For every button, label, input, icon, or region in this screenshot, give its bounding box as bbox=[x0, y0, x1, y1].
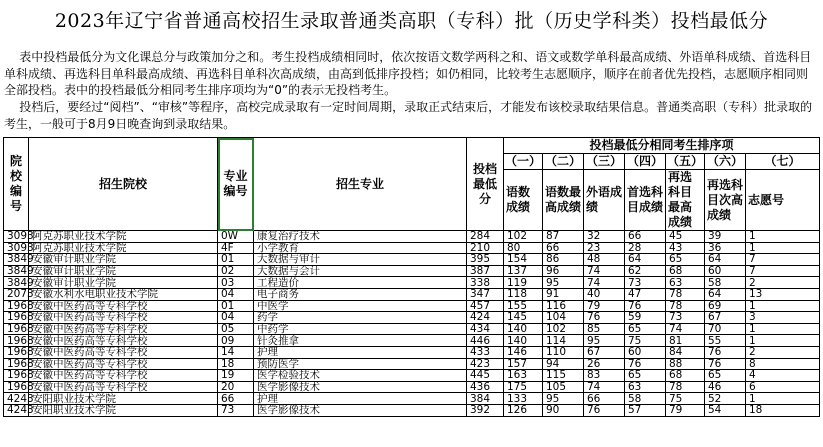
cell-rank-6[interactable]: 65 bbox=[705, 370, 746, 382]
col-major-name[interactable]: 招生专业 bbox=[254, 138, 467, 231]
cell-rank-1[interactable]: 140 bbox=[504, 323, 543, 335]
cell-rank-2[interactable]: 86 bbox=[543, 254, 584, 266]
cell-rank-4[interactable]: 65 bbox=[625, 323, 666, 335]
cell-major-name[interactable]: 针灸推拿 bbox=[254, 335, 467, 347]
cell-rank-7[interactable]: 1 bbox=[746, 393, 820, 405]
page-title: 2023年辽宁省普通高校招生录取普通类高职（专科）批（历史学科类）投档最低分 bbox=[54, 10, 769, 32]
cell-rank-1[interactable]: 145 bbox=[504, 312, 543, 324]
cell-major-name[interactable]: 护理 bbox=[254, 393, 467, 405]
cell-school-name[interactable]: 安徽中医药高等专科学校 bbox=[29, 312, 218, 324]
cell-rank-4[interactable]: 60 bbox=[625, 346, 666, 358]
cell-rank-2[interactable]: 87 bbox=[543, 231, 584, 243]
cell-major-code[interactable]: 73 bbox=[218, 404, 254, 416]
cell-rank-1[interactable]: 163 bbox=[504, 370, 543, 382]
cell-major-code[interactable]: 01 bbox=[218, 300, 254, 312]
cell-rank-2[interactable]: 110 bbox=[543, 346, 584, 358]
cell-rank-4[interactable]: 76 bbox=[625, 358, 666, 370]
cell-min-score[interactable]: 210 bbox=[467, 242, 504, 254]
cell-rank-3[interactable]: 74 bbox=[584, 265, 625, 277]
cell-rank-5[interactable]: 43 bbox=[666, 242, 705, 254]
cell-major-name[interactable]: 大数据与审计 bbox=[254, 254, 467, 266]
cell-rank-3[interactable]: 85 bbox=[584, 323, 625, 335]
cell-rank-5[interactable]: 81 bbox=[666, 335, 705, 347]
cell-rank-3[interactable]: 48 bbox=[584, 254, 625, 266]
col-sub-2[interactable]: 语数最高成绩 bbox=[543, 170, 584, 231]
cell-rank-5[interactable]: 84 bbox=[666, 346, 705, 358]
cell-min-score[interactable]: 395 bbox=[467, 254, 504, 266]
col-sub-5[interactable]: 再选科目最高成绩 bbox=[666, 170, 705, 231]
cell-rank-1[interactable]: 137 bbox=[504, 265, 543, 277]
cell-rank-3[interactable]: 76 bbox=[584, 312, 625, 324]
col-num-5[interactable]: （五） bbox=[666, 154, 703, 168]
cell-rank-5[interactable]: 78 bbox=[666, 381, 705, 393]
cell-major-code[interactable]: 04 bbox=[218, 288, 254, 300]
table-body bbox=[4, 231, 820, 417]
cell-school-name[interactable]: 安徽中医药高等专科学校 bbox=[29, 370, 218, 382]
table-row[interactable] bbox=[4, 393, 820, 405]
cell-min-score[interactable]: 392 bbox=[467, 404, 504, 416]
cell-rank-4[interactable]: 65 bbox=[625, 370, 666, 382]
cell-school-name[interactable]: 安徽中医药高等专科学校 bbox=[29, 358, 218, 370]
intro-paragraph-2: 投档后，要经过“阅档”、“审核”等程序，高校完成录取有一定时间周期，录取正式结束后，才能发布该校录取结果信息。普通类高职（专科）批录取的考生，一般可于8月9日晚查询到录取结果。 bbox=[4, 100, 813, 131]
table-row[interactable] bbox=[4, 381, 820, 393]
cell-rank-7[interactable]: 2 bbox=[746, 346, 820, 358]
cell-rank-2[interactable]: 95 bbox=[543, 277, 584, 289]
col-major-code[interactable]: 专业编号 bbox=[218, 138, 254, 231]
cell-min-score[interactable]: 433 bbox=[467, 346, 504, 358]
cell-school-name[interactable]: 安徽中医药高等专科学校 bbox=[29, 323, 218, 335]
table-row[interactable] bbox=[4, 370, 820, 382]
cell-rank-2[interactable]: 94 bbox=[543, 358, 584, 370]
cell-rank-3[interactable]: 83 bbox=[584, 370, 625, 382]
cell-rank-2[interactable]: 105 bbox=[543, 381, 584, 393]
cell-major-code[interactable]: 18 bbox=[218, 358, 254, 370]
cell-rank-4[interactable]: 75 bbox=[625, 335, 666, 347]
cell-rank-4[interactable]: 62 bbox=[625, 265, 666, 277]
cell-rank-4[interactable]: 63 bbox=[625, 381, 666, 393]
cell-rank-5[interactable]: 74 bbox=[666, 323, 705, 335]
table-row[interactable] bbox=[4, 300, 820, 312]
cell-rank-6[interactable]: 39 bbox=[705, 231, 746, 243]
score-table bbox=[3, 137, 820, 417]
cell-rank-3[interactable]: 79 bbox=[584, 300, 625, 312]
col-sub-3[interactable]: 外语成绩 bbox=[584, 170, 625, 231]
cell-rank-3[interactable]: 74 bbox=[584, 381, 625, 393]
cell-rank-2[interactable]: 66 bbox=[543, 242, 584, 254]
table-row[interactable] bbox=[4, 288, 820, 300]
cell-school-name[interactable]: 安徽审计职业学院 bbox=[29, 254, 218, 266]
cell-rank-4[interactable]: 73 bbox=[625, 277, 666, 289]
cell-rank-1[interactable]: 154 bbox=[504, 254, 543, 266]
cell-rank-4[interactable]: 47 bbox=[625, 288, 666, 300]
cell-school-code[interactable]: 4243 bbox=[4, 393, 29, 405]
cell-rank-4[interactable]: 28 bbox=[625, 242, 666, 254]
table-row[interactable] bbox=[4, 404, 820, 416]
table-row[interactable] bbox=[4, 254, 820, 266]
cell-rank-6[interactable]: 64 bbox=[705, 288, 746, 300]
cell-rank-5[interactable]: 63 bbox=[666, 277, 705, 289]
cell-school-code[interactable]: 2073 bbox=[4, 288, 29, 300]
cell-major-name[interactable]: 中药学 bbox=[254, 323, 467, 335]
cell-rank-5[interactable]: 75 bbox=[666, 393, 705, 405]
cell-rank-1[interactable]: 157 bbox=[504, 358, 543, 370]
cell-school-code[interactable]: 3849 bbox=[4, 265, 29, 277]
cell-rank-7[interactable]: 7 bbox=[746, 254, 820, 266]
cell-rank-1[interactable]: 118 bbox=[504, 288, 543, 300]
col-sub-7[interactable]: 志愿号 bbox=[746, 170, 820, 231]
cell-rank-6[interactable]: 76 bbox=[705, 358, 746, 370]
cell-school-name[interactable]: 安徽水利水电职业技术学院 bbox=[29, 288, 218, 300]
col-school-name[interactable]: 招生院校 bbox=[29, 138, 218, 231]
cell-school-code[interactable]: 3849 bbox=[4, 254, 29, 266]
cell-school-name[interactable]: 安徽中医药高等专科学校 bbox=[29, 346, 218, 358]
cell-major-name[interactable]: 大数据与会计 bbox=[254, 265, 467, 277]
cell-school-code[interactable]: 1968 bbox=[4, 323, 29, 335]
cell-rank-6[interactable]: 46 bbox=[705, 381, 746, 393]
cell-rank-5[interactable]: 78 bbox=[666, 300, 705, 312]
cell-rank-1[interactable]: 133 bbox=[504, 393, 543, 405]
cell-rank-6[interactable]: 52 bbox=[705, 393, 746, 405]
cell-rank-3[interactable]: 74 bbox=[584, 277, 625, 289]
cell-major-code[interactable]: 02 bbox=[218, 265, 254, 277]
cell-rank-5[interactable]: 79 bbox=[666, 404, 705, 416]
cell-min-score[interactable]: 457 bbox=[467, 300, 504, 312]
cell-major-code[interactable]: 09 bbox=[218, 335, 254, 347]
cell-rank-6[interactable]: 70 bbox=[705, 323, 746, 335]
cell-min-score[interactable]: 446 bbox=[467, 335, 504, 347]
table-row[interactable] bbox=[4, 277, 820, 289]
cell-rank-6[interactable]: 55 bbox=[705, 335, 746, 347]
cell-rank-4[interactable]: 59 bbox=[625, 312, 666, 324]
cell-major-name[interactable]: 预防医学 bbox=[254, 358, 467, 370]
cell-rank-2[interactable]: 91 bbox=[543, 288, 584, 300]
col-min-score[interactable]: 投档最低分 bbox=[467, 138, 504, 231]
cell-rank-6[interactable]: 69 bbox=[705, 300, 746, 312]
cell-school-code[interactable]: 1968 bbox=[4, 358, 29, 370]
cell-major-name[interactable]: 药学 bbox=[254, 312, 467, 324]
cell-rank-3[interactable]: 67 bbox=[584, 346, 625, 358]
col-num-6[interactable]: （六） bbox=[705, 154, 746, 170]
col-school-code[interactable]: 院校编号 bbox=[4, 138, 29, 231]
cell-rank-1[interactable]: 140 bbox=[504, 335, 543, 347]
cell-school-code[interactable]: 3093 bbox=[4, 242, 29, 254]
cell-min-score[interactable]: 424 bbox=[467, 312, 504, 324]
cell-rank-6[interactable]: 60 bbox=[705, 265, 746, 277]
cell-school-code[interactable]: 4243 bbox=[4, 404, 29, 416]
col-sub-4[interactable]: 首选科目成绩 bbox=[625, 170, 666, 231]
col-num-2[interactable]: （二） bbox=[543, 154, 584, 170]
cell-school-name[interactable]: 安阳职业技术学院 bbox=[29, 404, 218, 416]
cell-rank-7[interactable]: 1 bbox=[746, 323, 820, 335]
cell-school-code[interactable]: 1968 bbox=[4, 370, 29, 382]
cell-major-name[interactable]: 医学检验技术 bbox=[254, 370, 467, 382]
table-row[interactable] bbox=[4, 335, 820, 347]
cell-rank-1[interactable]: 155 bbox=[504, 300, 543, 312]
cell-school-name[interactable]: 安徽中医药高等专科学校 bbox=[29, 300, 218, 312]
cell-major-code[interactable]: 66 bbox=[218, 393, 254, 405]
table-row[interactable] bbox=[4, 346, 820, 358]
cell-rank-5[interactable]: 45 bbox=[666, 231, 705, 243]
cell-rank-7[interactable]: 7 bbox=[746, 265, 820, 277]
cell-rank-6[interactable]: 76 bbox=[705, 346, 746, 358]
cell-rank-2[interactable]: 96 bbox=[543, 265, 584, 277]
cell-rank-2[interactable]: 104 bbox=[543, 312, 584, 324]
cell-school-code[interactable]: 1968 bbox=[4, 312, 29, 324]
cell-major-code[interactable]: 4F bbox=[218, 242, 254, 254]
cell-min-score[interactable]: 384 bbox=[467, 393, 504, 405]
cell-rank-7[interactable]: 18 bbox=[746, 404, 820, 416]
cell-rank-4[interactable]: 57 bbox=[625, 404, 666, 416]
cell-rank-6[interactable]: 67 bbox=[705, 312, 746, 324]
cell-major-code[interactable]: 14 bbox=[218, 346, 254, 358]
cell-major-name[interactable]: 医学影像技术 bbox=[254, 381, 467, 393]
cell-rank-7[interactable]: 6 bbox=[746, 381, 820, 393]
col-sub-1[interactable]: 语数成绩 bbox=[504, 170, 543, 231]
cell-major-name[interactable]: 小学教育 bbox=[254, 242, 467, 254]
intro-paragraph-1: 表中投档最低分为文化课总分与政策加分之和。考生投档成绩相同时，依次按语文数学两科之和、语文或数学单科最高成绩、外语单科成绩、首选科目单科成绩、再选科目单科最高成绩、再选科目单科次高成绩，由高到低排序投档；如仍相同，比较考生志愿顺序，顺序在前者优先投档，志愿顺序相同则全部投档。表中的投档最低分相同考生排序项均为“0”的表示无投档考生。 bbox=[4, 50, 812, 97]
col-num-1[interactable]: （一） bbox=[504, 154, 541, 168]
cell-rank-7[interactable]: 1 bbox=[746, 231, 820, 243]
cell-rank-2[interactable]: 114 bbox=[543, 335, 584, 347]
cell-major-code[interactable]: 20 bbox=[218, 381, 254, 393]
cell-rank-3[interactable]: 23 bbox=[584, 242, 625, 254]
cell-min-score[interactable]: 423 bbox=[467, 358, 504, 370]
cell-rank-2[interactable]: 115 bbox=[543, 370, 584, 382]
cell-school-code[interactable]: 3849 bbox=[4, 277, 29, 289]
cell-rank-5[interactable]: 65 bbox=[666, 254, 705, 266]
cell-rank-6[interactable]: 58 bbox=[705, 277, 746, 289]
cell-school-name[interactable]: 阿克苏职业技术学院 bbox=[29, 231, 218, 243]
cell-min-score[interactable]: 434 bbox=[467, 323, 504, 335]
cell-school-code[interactable]: 1968 bbox=[4, 300, 29, 312]
cell-rank-5[interactable]: 78 bbox=[666, 288, 705, 300]
cell-major-name[interactable]: 中医学 bbox=[254, 300, 467, 312]
col-sub-6[interactable]: 再选科目次高成绩 bbox=[705, 170, 746, 231]
cell-rank-5[interactable]: 68 bbox=[666, 370, 705, 382]
cell-rank-6[interactable]: 64 bbox=[705, 254, 746, 266]
cell-rank-3[interactable]: 32 bbox=[584, 231, 625, 243]
cell-rank-4[interactable]: 76 bbox=[625, 300, 666, 312]
cell-min-score[interactable]: 436 bbox=[467, 381, 504, 393]
cell-min-score[interactable]: 387 bbox=[467, 265, 504, 277]
cell-rank-3[interactable]: 40 bbox=[584, 288, 625, 300]
table-row[interactable] bbox=[4, 312, 820, 324]
cell-major-code[interactable]: 19 bbox=[218, 370, 254, 382]
cell-rank-2[interactable]: 90 bbox=[543, 404, 584, 416]
cell-school-code[interactable]: 3093 bbox=[4, 231, 29, 243]
cell-major-name[interactable]: 康复治疗技术 bbox=[254, 231, 467, 243]
cell-rank-7[interactable]: 4 bbox=[746, 370, 820, 382]
cell-rank-5[interactable]: 73 bbox=[666, 312, 705, 324]
cell-rank-2[interactable]: 116 bbox=[543, 300, 584, 312]
table-header bbox=[4, 138, 820, 231]
cell-major-name[interactable]: 电子商务 bbox=[254, 288, 467, 300]
table-row[interactable] bbox=[4, 231, 820, 243]
cell-rank-3[interactable]: 76 bbox=[584, 404, 625, 416]
cell-rank-7[interactable]: 1 bbox=[746, 335, 820, 347]
cell-rank-1[interactable]: 80 bbox=[504, 242, 543, 254]
table-row[interactable] bbox=[4, 323, 820, 335]
cell-rank-7[interactable]: 8 bbox=[746, 358, 820, 370]
cell-rank-3[interactable]: 95 bbox=[584, 335, 625, 347]
cell-rank-6[interactable]: 36 bbox=[705, 242, 746, 254]
cell-rank-6[interactable]: 54 bbox=[705, 404, 746, 416]
col-num-4[interactable]: （四） bbox=[625, 154, 666, 170]
cell-rank-1[interactable]: 126 bbox=[504, 404, 543, 416]
col-num-7[interactable]: （七） bbox=[746, 154, 820, 170]
cell-rank-5[interactable]: 68 bbox=[666, 265, 705, 277]
cell-rank-1[interactable]: 175 bbox=[504, 381, 543, 393]
cell-school-name[interactable]: 安徽审计职业学院 bbox=[29, 265, 218, 277]
cell-min-score[interactable]: 338 bbox=[467, 277, 504, 289]
cell-major-name[interactable]: 工程造价 bbox=[254, 277, 467, 289]
cell-rank-4[interactable]: 64 bbox=[625, 254, 666, 266]
cell-school-name[interactable]: 安徽中医药高等专科学校 bbox=[29, 381, 218, 393]
cell-major-code[interactable]: 01 bbox=[218, 254, 254, 266]
cell-rank-1[interactable]: 119 bbox=[504, 277, 543, 289]
cell-major-name[interactable]: 医学影像技术 bbox=[254, 404, 467, 416]
cell-rank-2[interactable]: 95 bbox=[543, 393, 584, 405]
cell-school-name[interactable]: 安徽审计职业学院 bbox=[29, 277, 218, 289]
cell-rank-4[interactable]: 66 bbox=[625, 231, 666, 243]
cell-rank-7[interactable]: 13 bbox=[746, 288, 820, 300]
cell-major-code[interactable]: 03 bbox=[218, 277, 254, 289]
cell-rank-7[interactable]: 1 bbox=[746, 242, 820, 254]
cell-school-code[interactable]: 1968 bbox=[4, 335, 29, 347]
cell-min-score[interactable]: 347 bbox=[467, 288, 504, 300]
cell-rank-1[interactable]: 146 bbox=[504, 346, 543, 358]
cell-rank-3[interactable]: 26 bbox=[584, 358, 625, 370]
cell-school-name[interactable]: 安阳职业技术学院 bbox=[29, 393, 218, 405]
cell-major-code[interactable]: 05 bbox=[218, 323, 254, 335]
cell-rank-7[interactable]: 2 bbox=[746, 277, 820, 289]
cell-school-name[interactable]: 安徽中医药高等专科学校 bbox=[29, 335, 218, 347]
cell-rank-3[interactable]: 66 bbox=[584, 393, 625, 405]
cell-rank-2[interactable]: 102 bbox=[543, 323, 584, 335]
cell-rank-7[interactable]: 1 bbox=[746, 300, 820, 312]
cell-school-code[interactable]: 1968 bbox=[4, 346, 29, 358]
table-row[interactable] bbox=[4, 358, 820, 370]
cell-major-code[interactable]: 0W bbox=[218, 231, 254, 243]
table-row[interactable] bbox=[4, 242, 820, 254]
col-num-3[interactable]: （三） bbox=[584, 154, 625, 170]
cell-rank-4[interactable]: 58 bbox=[625, 393, 666, 405]
cell-school-code[interactable]: 1968 bbox=[4, 381, 29, 393]
cell-min-score[interactable]: 445 bbox=[467, 370, 504, 382]
cell-rank-5[interactable]: 88 bbox=[666, 358, 705, 370]
table-row[interactable] bbox=[4, 265, 820, 277]
cell-major-name[interactable]: 护理 bbox=[254, 346, 467, 358]
cell-rank-7[interactable]: 3 bbox=[746, 312, 820, 324]
cell-min-score[interactable]: 284 bbox=[467, 231, 504, 243]
col-group-ranking[interactable]: 投档最低分相同考生排序项 bbox=[504, 138, 820, 154]
cell-rank-1[interactable]: 102 bbox=[504, 231, 543, 243]
cell-school-name[interactable]: 阿克苏职业技术学院 bbox=[29, 242, 218, 254]
cell-major-code[interactable]: 04 bbox=[218, 312, 254, 324]
